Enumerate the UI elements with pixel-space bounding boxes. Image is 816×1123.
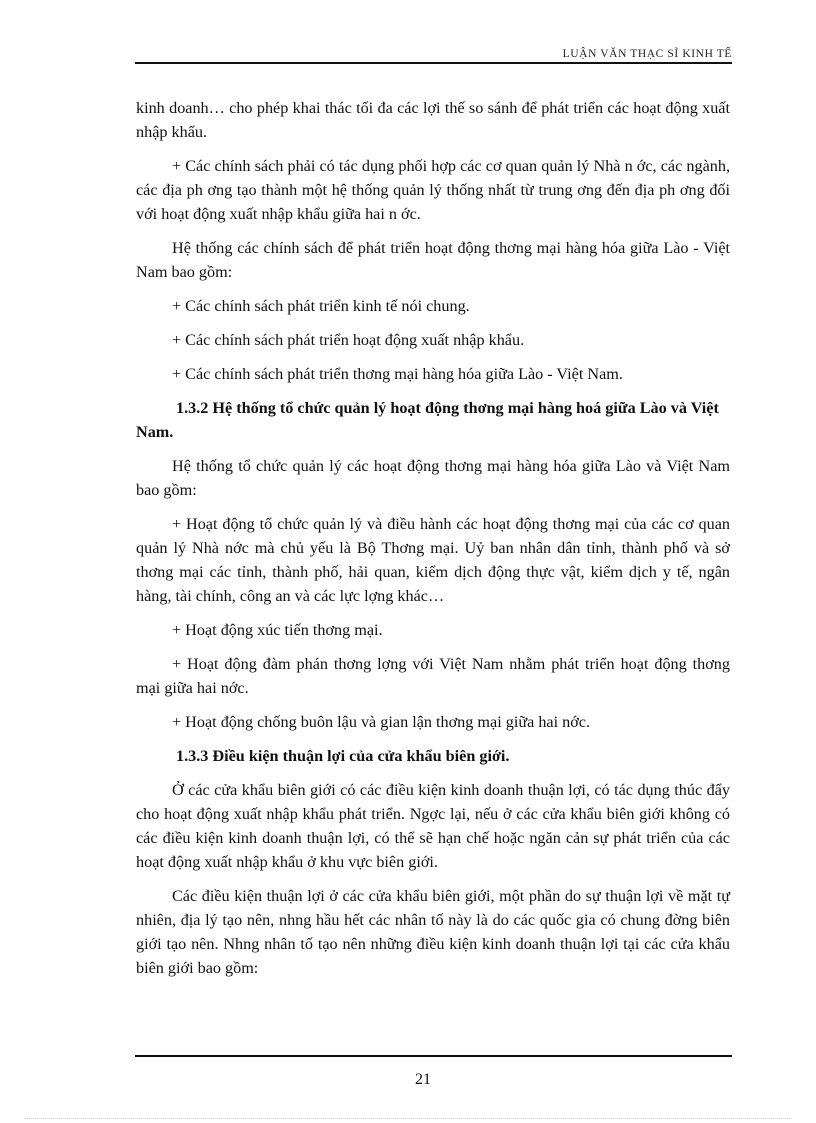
paragraph: Ở các cửa khẩu biên giới có các điều kiện kinh doanh thuận lợi, có tác dụng thúc đẩy cho hoạt động xuất nhập khẩu phát triển. Ngợc lại, nếu ở các cửa khẩu biên giới không có các điều kiện kinh doanh thuận lợi, có thể sẽ hạn chế hoặc ngăn cản sự phát triển của các hoạt động xuất nhập khẩu ở khu vực biên giới. [136, 781, 730, 871]
paragraph: Hệ thống tổ chức quản lý các hoạt động thơng mại hàng hóa giữa Lào và Việt Nam bao gồm: [136, 457, 730, 499]
list-item: + Các chính sách phát triển kinh tế nói chung. [172, 297, 470, 315]
list-item: + Hoạt động đàm phán thơng lợng với Việt Nam nhằm phát triển hoạt động thơng mại giữa hai nớc. [136, 655, 730, 697]
paragraph: kinh doanh… cho phép khai thác tối đa các lợi thế so sánh để phát triển các hoạt động xuất nhập khẩu. [136, 99, 730, 141]
section-heading-1-3-2: 1.3.2 Hệ thống tổ chức quản lý hoạt động thơng mại hàng hoá giữa Lào và Việt Nam. [136, 399, 719, 441]
running-header: LUẬN VĂN THẠC SĨ KINH TẾ [562, 48, 732, 60]
page-edge-divider [24, 1118, 792, 1119]
paragraph: + Các chính sách phải có tác dụng phối hợp các cơ quan quản lý Nhà n ớc, các ngành, các địa ph ơng tạo thành một hệ thống quản lý thống nhất từ trung ơng đến địa ph ơng đối với hoạt động xuất nhập khẩu giữa hai n ớc. [136, 157, 730, 223]
list-item: + Các chính sách phát triển hoạt động xuất nhập khẩu. [172, 331, 525, 349]
list-item: + Hoạt động chống buôn lậu và gian lận thơng mại giữa hai nớc. [172, 713, 591, 731]
section-heading-1-3-3: 1.3.3 Điều kiện thuận lợi của cửa khẩu biên giới. [176, 747, 510, 765]
page-number: 21 [415, 1071, 431, 1088]
paragraph: Các điều kiện thuận lợi ở các cửa khẩu biên giới, một phần do sự thuận lợi về mặt tự nhiên, địa lý tạo nên, nhng hầu hết các nhân tố này là do các quốc gia có chung đờng biên giới tạo nên. Nhng nhân tố tạo nên những điều kiện kinh doanh thuận lợi tại các cửa khẩu biên giới bao gồm: [136, 887, 730, 977]
footer-rule [135, 1055, 732, 1057]
paragraph: Hệ thống các chính sách để phát triển hoạt động thơng mại hàng hóa giữa Lào - Việt Nam bao gồm: [136, 239, 730, 281]
header-rule [135, 62, 732, 64]
page-body [136, 96, 730, 990]
list-item: + Hoạt động xúc tiến thơng mại. [172, 621, 383, 639]
list-item: + Các chính sách phát triển thơng mại hàng hóa giữa Lào - Việt Nam. [172, 365, 623, 383]
list-item: + Hoạt động tổ chức quản lý và điều hành các hoạt động thơng mại của các cơ quan quản lý Nhà nớc mà chủ yếu là Bộ Thơng mại. Uỷ ban nhân dân tỉnh, thành phố và sở thơng mại các tỉnh, thành phố, hải quan, kiểm dịch động thực vật, kiểm dịch y tế, ngân hàng, tài chính, công an và các lực lợng khác… [136, 515, 730, 605]
